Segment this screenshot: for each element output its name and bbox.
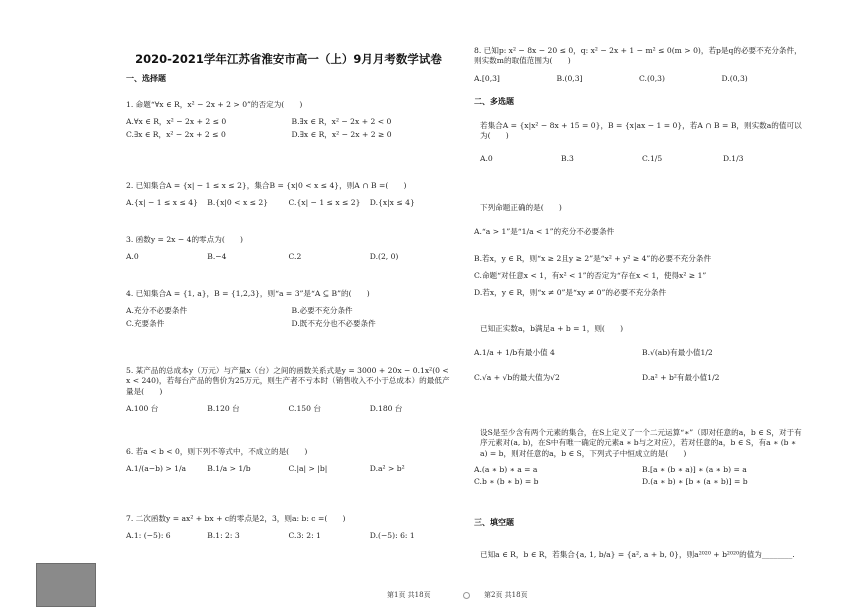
question-stem: 若集合A = {x|x² − 8x + 15 = 0}，B = {x|ax − 1 = 0}，若A ∩ B = B，则实数a的值可以为( ): [480, 121, 802, 141]
question-7: [126, 514, 451, 542]
page-number-left: 第1页 共18页: [387, 591, 431, 599]
question-stem: 7. 二次函数y = ax² + bx + c的零点是2，3，则a: b: c =( ): [126, 514, 346, 523]
option-b: B.(0,3]: [556, 73, 583, 83]
question-stem: 已知a ∈ R，b ∈ R，若集合{a, 1, b/a} = {a², a + b, 0}，则a²⁰²⁰ + b²⁰²⁰的值为________.: [480, 550, 795, 559]
section-multiple-choice: 一、选择题: [126, 74, 166, 83]
option-d: D.(0,3): [721, 73, 748, 83]
option-d: D.1/3: [723, 153, 744, 163]
option-d: D.∃x ∈ R，x² − 2x + 2 ≥ 0: [291, 129, 392, 139]
option-c: C.(0,3): [639, 73, 665, 83]
question-stem: 设S是至少含有两个元素的集合，在S上定义了一个二元运算“∗”（即对任意的a，b ∈ S，对于有序元素对(a, b)，在S中有唯一确定的元素a ∗ b与之对应），若对任意的a，b ∈ S，有a ∗ (b ∗ a) = b，则对任意的a，b ∈ S，下列式子中恒成立的是( ): [480, 428, 802, 458]
question-stem: 1. 命题“∀x ∈ R，x² − 2x + 2 > 0”的否定为( ): [126, 100, 303, 109]
option-c: C.150 台: [288, 403, 321, 413]
option-a: A.1/(a−b) > 1/a: [126, 464, 187, 474]
section-multi-select: 二、多选题: [474, 97, 514, 106]
option-a: A.“a > 1”是“1/a < 1”的充分不必要条件: [474, 227, 615, 237]
option-a: A.0: [480, 153, 493, 163]
page-number-right: 第2页 共18页: [484, 591, 528, 599]
question-8: [474, 46, 804, 84]
option-b: B.[a ∗ (b ∗ a)] ∗ (a ∗ b) = a: [642, 464, 747, 474]
question-stem: 下列命题正确的是( ): [480, 203, 562, 212]
question-3: [126, 235, 451, 263]
option-c: C.命题“对任意x < 1，有x² < 1”的否定为“存在x < 1，使得x² ≥ 1”: [474, 270, 707, 280]
option-b: B.若x，y ∈ R，则“x ≥ 2且y ≥ 2”是“x² + y² ≥ 4”的必要不充分条件: [474, 253, 712, 263]
option-a: A.{x| − 1 ≤ x ≤ 4}: [126, 198, 198, 208]
option-c: C.充要条件: [126, 318, 165, 328]
exam-title: 2020-2021学年江苏省淮安市高一（上）9月月考数学试卷: [135, 52, 442, 66]
question-stem: 4. 已知集合A = {1, a}，B = {1,2,3}，则“a = 3”是“A ⊆ B”的( ): [126, 289, 370, 298]
option-b: B.1: 2: 3: [207, 531, 240, 541]
option-c: C.1/5: [642, 153, 663, 163]
option-a: A.0: [126, 252, 139, 262]
question-6: [126, 447, 451, 475]
option-d: D.{x|x ≤ 4}: [369, 198, 415, 208]
option-d: D.a² + b²有最小值1/2: [642, 372, 720, 382]
question-stem: 8. 已知p: x² − 8x − 20 ≤ 0，q: x² − 2x + 1 − m² ≤ 0(m > 0)，若p是q的必要不充分条件，则实数m的取值范围为( ): [474, 46, 802, 66]
option-b: B.120 台: [207, 403, 240, 413]
page-separator-icon: [463, 592, 470, 599]
option-b: B.√(ab)有最小值1/2: [642, 348, 713, 358]
question-11: [474, 324, 804, 383]
option-b: B.必要不充分条件: [291, 306, 353, 316]
option-b: B.−4: [207, 252, 227, 262]
option-a: A.1/a + 1/b有最小值 4: [474, 348, 555, 358]
option-d: D.180 台: [369, 403, 403, 413]
option-b: B.{x|0 < x ≤ 2}: [207, 198, 269, 208]
option-c: C.|a| > |b|: [288, 464, 328, 474]
option-a: A.(a ∗ b) ∗ a = a: [474, 464, 538, 474]
question-13: [474, 550, 804, 560]
option-c: C.2: [288, 252, 302, 262]
option-c: C.b ∗ (b ∗ b) = b: [474, 477, 539, 486]
option-c: C.√a + √b的最大值为√2: [474, 372, 560, 382]
question-5: [126, 366, 451, 414]
question-stem: 5. 某产品的总成本y（万元）与产量x（台）之间的函数关系式是y = 3000 + 20x − 0.1x²(0 < x < 240)，若每台产品的售价为25万元，则生产者不亏本时（销售收入不小于总成本）的最低产量是( ): [126, 366, 450, 396]
option-c: C.3: 2: 1: [288, 531, 321, 541]
question-2: [126, 181, 451, 209]
option-b: B.∃x ∈ R，x² − 2x + 2 < 0: [291, 117, 392, 127]
option-d: D.(2, 0): [369, 252, 399, 262]
section-fill-in: 三、填空题: [474, 518, 514, 527]
option-d: D.a² > b²: [369, 464, 405, 474]
option-a: A.[0,3]: [474, 73, 500, 83]
option-b: B.1/a > 1/b: [207, 464, 251, 474]
question-4: [126, 289, 451, 329]
question-stem: 3. 函数y = 2x − 4的零点为( ): [126, 235, 243, 244]
question-stem: 2. 已知集合A = {x| − 1 ≤ x ≤ 2}，集合B = {x|0 < x ≤ 4}，则A ∩ B =( ): [126, 181, 407, 190]
page-thumbnail[interactable]: [36, 563, 96, 607]
option-b: B.3: [561, 153, 574, 163]
option-d: D.既不充分也不必要条件: [291, 318, 376, 328]
option-c: C.∃x ∈ R，x² − 2x + 2 ≤ 0: [126, 129, 226, 139]
question-12: [474, 428, 804, 487]
question-9: [474, 121, 804, 164]
question-10: [474, 203, 804, 298]
option-a: A.1: (−5): 6: [126, 531, 171, 541]
question-stem: 6. 若a < b < 0，则下列不等式中，不成立的是( ): [126, 447, 308, 456]
option-a: A.100 台: [126, 403, 159, 413]
left-page-column: [126, 0, 451, 583]
option-a: A.充分不必要条件: [126, 306, 188, 316]
option-d: D.(−5): 6: 1: [369, 531, 415, 541]
option-d: D.若x，y ∈ R，则“x ≠ 0”是“xy ≠ 0”的必要不充分条件: [474, 288, 667, 297]
option-a: A.∀x ∈ R，x² − 2x + 2 ≤ 0: [126, 117, 227, 127]
option-d: D.(a ∗ b) ∗ [b ∗ (a ∗ b)] = b: [642, 477, 748, 486]
option-c: C.{x| − 1 ≤ x ≤ 2}: [288, 198, 361, 208]
right-page-column: [474, 0, 804, 583]
question-stem: 已知正实数a，b满足a + b = 1，则( ): [480, 324, 624, 333]
page-footer: [0, 585, 860, 607]
question-1: [126, 100, 451, 140]
